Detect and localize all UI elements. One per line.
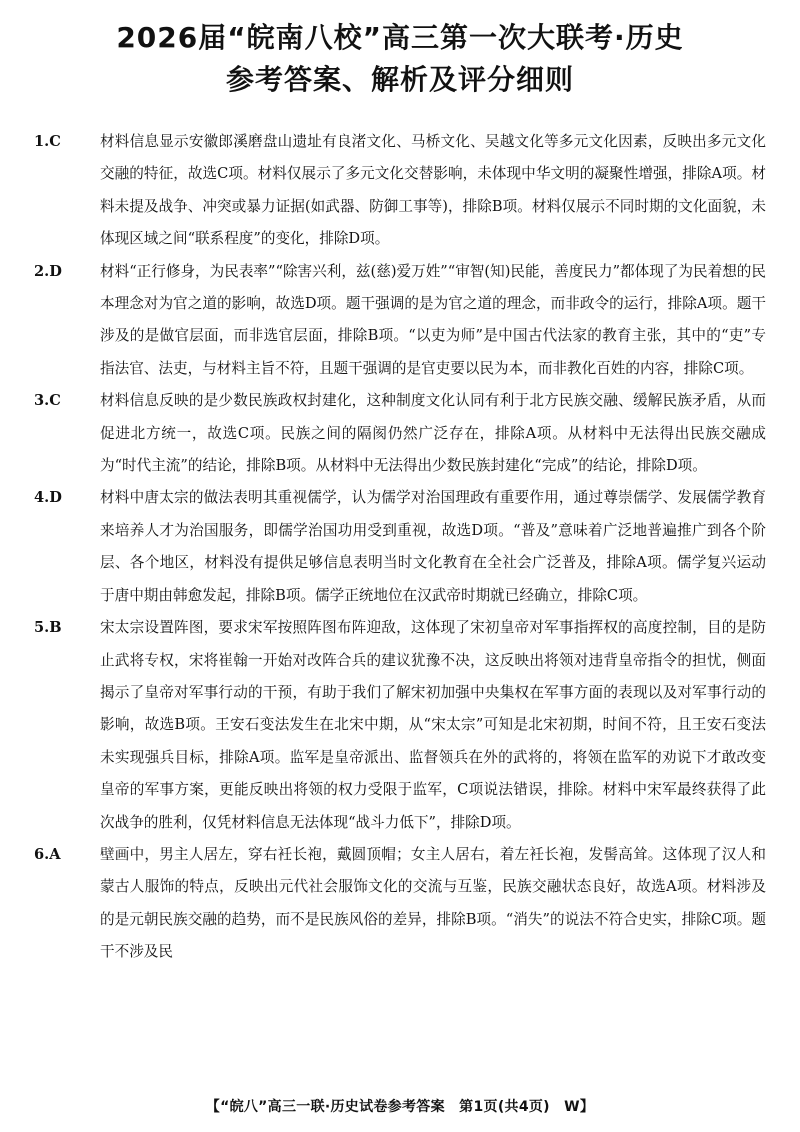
answer-item-4 xyxy=(34,482,766,612)
correct-choice: A xyxy=(49,845,61,863)
answer-label xyxy=(34,612,100,644)
question-number: 6. xyxy=(34,845,50,863)
answer-item-6 xyxy=(34,839,766,969)
page-footer: 【“皖八”高三一联·历史试卷参考答案 第1页(共4页) W】 xyxy=(205,1099,595,1115)
answer-item-1 xyxy=(34,126,766,256)
answer-explanation: 壁画中，男主人居左，穿右衽长袍，戴圆顶帽；女主人居右，着左衽长袍，发髻高耸。这体现了汉人和蒙古人服饰的特点，反映出元代社会服饰文化的交流与互鉴，民族交融状态良好，故选A项。材料涉及的是元朝民族交融的趋势，而不是民族风俗的差异，排除B项。“消失”的说法不符合史实，排除C项。题干不涉及民 xyxy=(100,845,766,961)
answer-item-2 xyxy=(34,256,766,386)
question-number: 1. xyxy=(34,133,50,150)
page-title: 2026届“皖南八校”高三第一次大联考·历史 xyxy=(116,21,684,54)
question-number: 5. xyxy=(34,619,50,637)
answer-explanation: 材料“正行修身，为民表率”“除害兴利，兹(慈)爱万姓”“审智(知)民能，善度民力”都体现了为民着想的民本理念对为官之道的影响，故选D项。题干强调的是为官之道的理念，而非政令的运行，排除A项。题干涉及的是做官层面，而非选官层面，排除B项。“以吏为师”是中国古代法家的教育主张，其中的“吏”专指法官、法吏，与材料主旨不符，且题干强调的是官吏要以民为本，而非教化百姓的内容，排除C项。 xyxy=(100,262,766,377)
answer-label xyxy=(34,256,100,288)
answer-item-5 xyxy=(34,612,766,839)
answer-list xyxy=(34,126,766,969)
correct-choice: D xyxy=(49,262,62,280)
answer-label xyxy=(34,385,100,417)
correct-choice: B xyxy=(49,619,62,637)
answer-explanation: 材料中唐太宗的做法表明其重视儒学，认为儒学对治国理政有重要作用，通过尊崇儒学、发展儒学教育来培养人才为治国服务，即儒学治国功用受到重视，故选D项。“普及”意味着广泛地普遍推广到各个阶层、各个地区，材料没有提供足够信息表明当时文化教育在全社会广泛普及，排除A项。儒学复兴运动于唐中期由韩愈发起，排除B项。儒学正统地位在汉武帝时期就已经确立，排除C项。 xyxy=(100,489,766,604)
page-subtitle: 参考答案、解析及评分细则 xyxy=(225,63,574,96)
question-number: 3. xyxy=(34,392,50,410)
correct-choice: C xyxy=(49,133,61,150)
correct-choice: D xyxy=(49,489,62,507)
question-number: 4. xyxy=(34,489,50,507)
correct-choice: C xyxy=(49,392,61,410)
answer-explanation: 宋太宗设置阵图，要求宋军按照阵图布阵迎敌，这体现了宋初皇帝对军事指挥权的高度控制，目的是防止武将专权，宋将崔翰一开始对改阵合兵的建议犹豫不决，这反映出将领对违背皇帝指令的担忧，侧面揭示了皇帝对军事行动的干预，有助于我们了解宋初加强中央集权在军事方面的表现以及对军事行动的影响，故选B项。王安石变法发生在北宋中期，从“宋太宗”可知是北宋初期，时间不符，且王安石变法未实现强兵目标，排除A项。监军是皇帝派出、监督领兵在外的武将的，将领在监军的劝说下才敢改变皇帝的军事方案，更能反映出将领的权力受限于监军，C项说法错误，排除。材料中宋军最终获得了此次战争的胜利，仅凭材料信息无法体现“战斗力低下”，排除D项。 xyxy=(100,619,766,831)
answer-label xyxy=(34,839,100,871)
answer-item-3 xyxy=(34,385,766,482)
answer-label xyxy=(34,126,100,158)
answer-explanation: 材料信息显示安徽郎溪磨盘山遗址有良渚文化、马桥文化、吴越文化等多元文化因素，反映出多元文化交融的特征，故选C项。材料仅展示了多元文化交替影响，未体现中华文明的凝聚性增强，排除A项。材料未提及战争、冲突或暴力证据(如武器、防御工事等)，排除B项。材料仅展示不同时期的文化面貌，未体现区域之间“联系程度”的变化，排除D项。 xyxy=(100,133,766,248)
answer-explanation: 材料信息反映的是少数民族政权封建化，这种制度文化认同有利于北方民族交融、缓解民族矛盾，从而促进北方统一，故选C项。民族之间的隔阂仍然广泛存在，排除A项。从材料中无法得出民族交融成为“时代主流”的结论，排除B项。从材料中无法得出少数民族封建化“完成”的结论，排除D项。 xyxy=(100,392,766,475)
question-number: 2. xyxy=(34,262,50,280)
answer-label xyxy=(34,482,100,514)
